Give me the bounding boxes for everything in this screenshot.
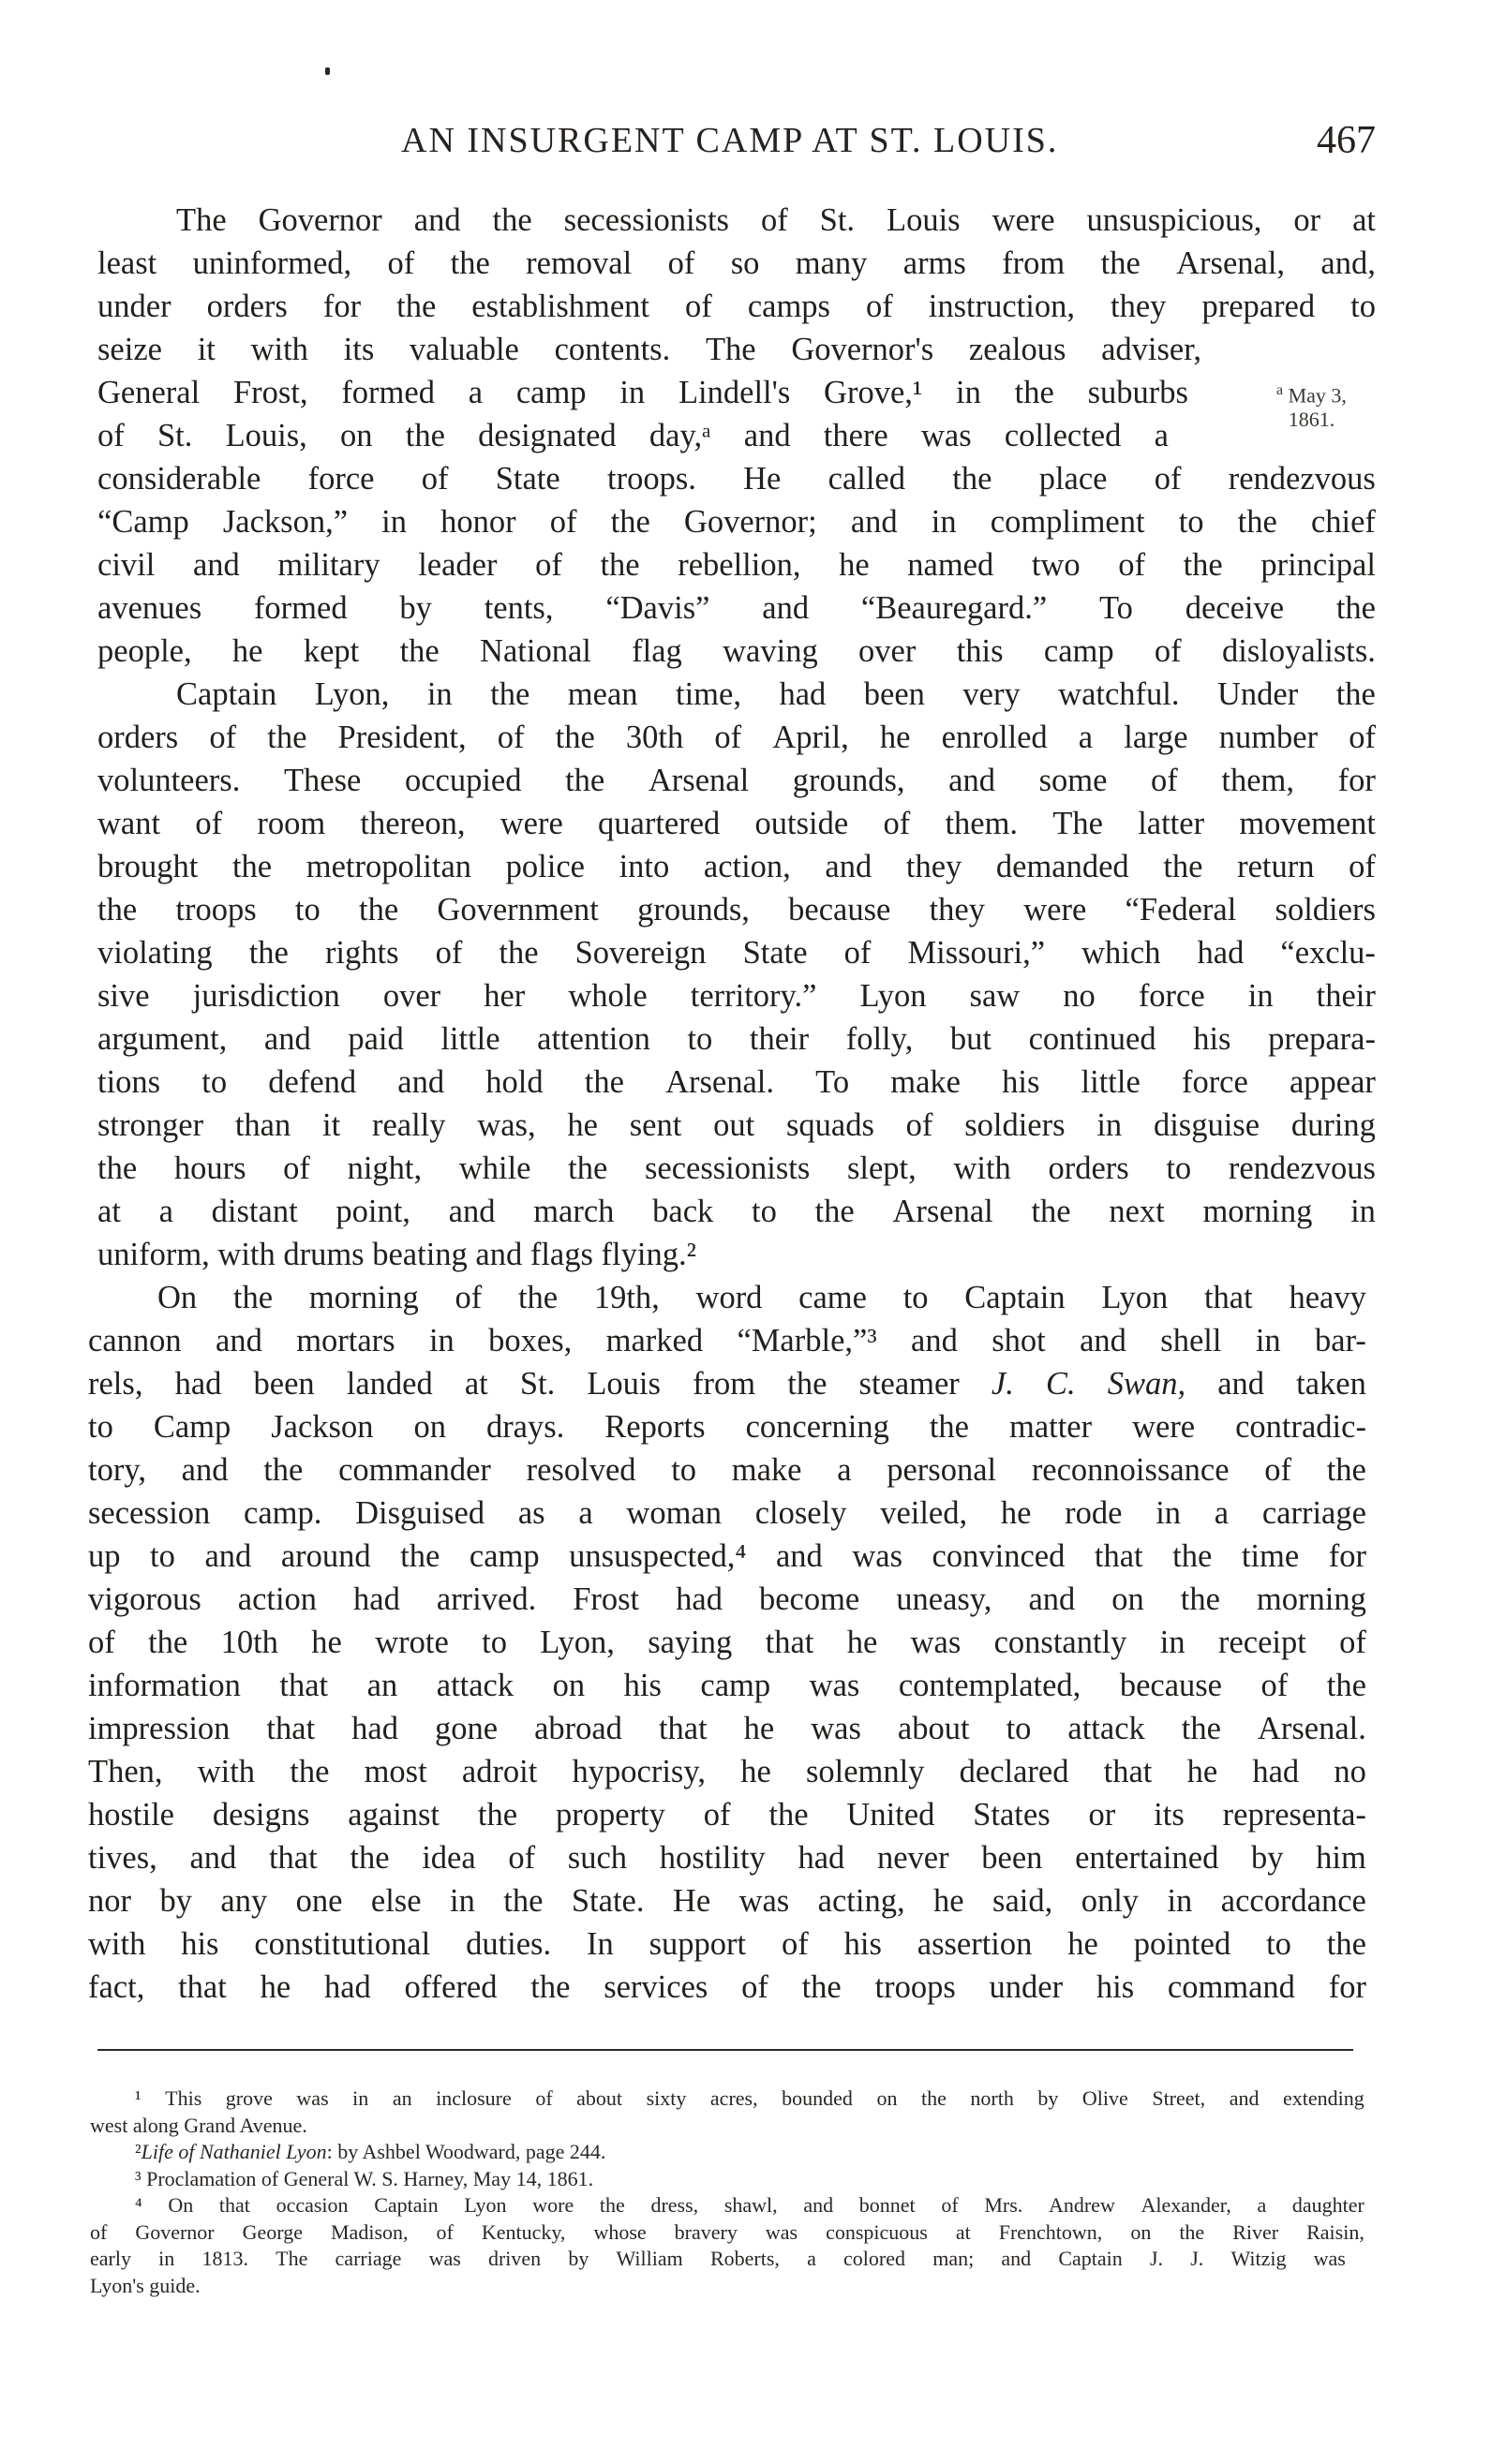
body-line: civil and military leader of the rebellion, he named two of the principal [97,547,1376,583]
running-title: AN INSURGENT CAMP AT ST. LOUIS. [401,121,1059,160]
body-line: of the 10th he wrote to Lyon, saying that he was constantly in receipt of [88,1625,1366,1660]
body-line: tions to defend and hold the Arsenal. To make his little force appear [97,1064,1376,1100]
body-line: tory, and the commander resolved to make a personal reconnoissance of the [88,1452,1366,1488]
body-line: impression that had gone abroad that he was about to attack the Arsenal. [88,1711,1366,1746]
body-line: vigorous action had arrived. Frost had become uneasy, and on the morning [88,1581,1366,1617]
body-line: information that an attack on his camp was contemplated, because of the [88,1668,1366,1703]
body-line: The Governor and the secessionists of St. Louis were unsuspicious, or at [176,202,1376,238]
body-line: Then, with the most adroit hypocrisy, he solemnly declared that he had no [88,1754,1366,1789]
body-line: orders of the President, of the 30th of April, he enrolled a large number of [97,720,1376,755]
body-line: argument, and paid little attention to their folly, but continued his prepara- [97,1021,1376,1057]
footnote-line: ¹ This grove was in an inclosure of about sixty acres, bounded on the north by Olive Street, and extending [135,2086,1364,2110]
body-line: under orders for the establishment of camps of instruction, they prepared to [97,289,1376,324]
body-line: tives, and that the idea of such hostility had never been entertained by him [88,1840,1366,1876]
body-line: brought the metropolitan police into action, and they demanded the return of [97,849,1376,884]
body-line: “Camp Jackson,” in honor of the Governor; and in compliment to the chief [97,504,1376,540]
footnote-line: Lyon's guide. [90,2273,201,2297]
footnote-line: early in 1813. The carriage was driven by William Roberts, a colored man; and Captain J. J. Witzig was [90,2247,1346,2270]
body-line: nor by any one else in the State. He was acting, he said, only in accordance [88,1883,1366,1919]
footnote-rule [97,2049,1353,2051]
margin-note-marker: a [1276,382,1284,398]
body-line: rels, had been landed at St. Louis from the steamer J. C. Swan, and taken [88,1366,1366,1402]
body-line: of St. Louis, on the designated day,ᵃ and there was collected a [97,418,1169,453]
footnote-line: ² Life of Nathaniel Lyon : by Ashbel Woodward, page 244. [135,2140,606,2163]
body-line: the hours of night, while the secessionists slept, with orders to rendezvous [97,1150,1376,1186]
body-line: fact, that he had offered the services of the troops under his command for [88,1969,1366,2005]
body-line: up to and around the camp unsuspected,⁴ and was convinced that the time for [88,1538,1366,1574]
body-line: Captain Lyon, in the mean time, had been very watchful. Under the [176,676,1376,712]
body-line: On the morning of the 19th, word came to Captain Lyon that heavy [157,1280,1366,1315]
body-line: uniform, with drums beating and flags flying.² [97,1237,696,1272]
body-line: cannon and mortars in boxes, marked “Marble,”³ and shot and shell in bar- [88,1323,1366,1358]
body-line: avenues formed by tents, “Davis” and “Beauregard.” To deceive the [97,590,1376,626]
body-line: considerable force of State troops. He called the place of rendezvous [97,461,1376,497]
margin-note-date: May 3, [1288,383,1347,408]
footnote-line: west along Grand Avenue. [90,2113,307,2137]
page-speck [325,67,330,75]
body-line: want of room thereon, were quartered outside of them. The latter movement [97,806,1376,841]
body-line: hostile designs against the property of the United States or its representa- [88,1797,1366,1833]
margin-note-year: 1861. [1288,408,1335,432]
footnote-line: of Governor George Madison, of Kentucky, whose bravery was conspicuous at Frenchtown, on the River Raisin, [90,2219,1364,2244]
page-number: 467 [1317,119,1376,162]
footnote-line: ³ Proclamation of General W. S. Harney, May 14, 1861. [135,2166,594,2190]
body-line: stronger than it really was, he sent out squads of soldiers in disguise during [97,1107,1376,1143]
body-line: volunteers. These occupied the Arsenal grounds, and some of them, for [97,763,1376,798]
body-line: secession camp. Disguised as a woman closely veiled, he rode in a carriage [88,1495,1366,1531]
body-line: seize it with its valuable contents. The Governor's zealous adviser, [97,332,1201,367]
body-line: least uninformed, of the removal of so many arms from the Arsenal, and, [97,245,1376,281]
body-line: violating the rights of the Sovereign State of Missouri,” which had “exclu- [97,935,1376,971]
body-line: to Camp Jackson on drays. Reports concerning the matter were contradic- [88,1409,1366,1445]
body-line: sive jurisdiction over her whole territory.” Lyon saw no force in their [97,978,1376,1014]
body-line: at a distant point, and march back to the Arsenal the next morning in [97,1194,1376,1229]
body-line: with his constitutional duties. In support of his assertion he pointed to the [88,1926,1366,1962]
body-line: people, he kept the National flag waving over this camp of disloyalists. [97,633,1376,669]
footnote-line: ⁴ On that occasion Captain Lyon wore the dress, shawl, and bonnet of Mrs. Andrew Alexander, a daughter [135,2193,1364,2217]
body-line: General Frost, formed a camp in Lindell's Grove,¹ in the suburbs [97,375,1188,410]
body-line: the troops to the Government grounds, because they were “Federal soldiers [97,892,1376,928]
margin-note [1276,379,1347,432]
